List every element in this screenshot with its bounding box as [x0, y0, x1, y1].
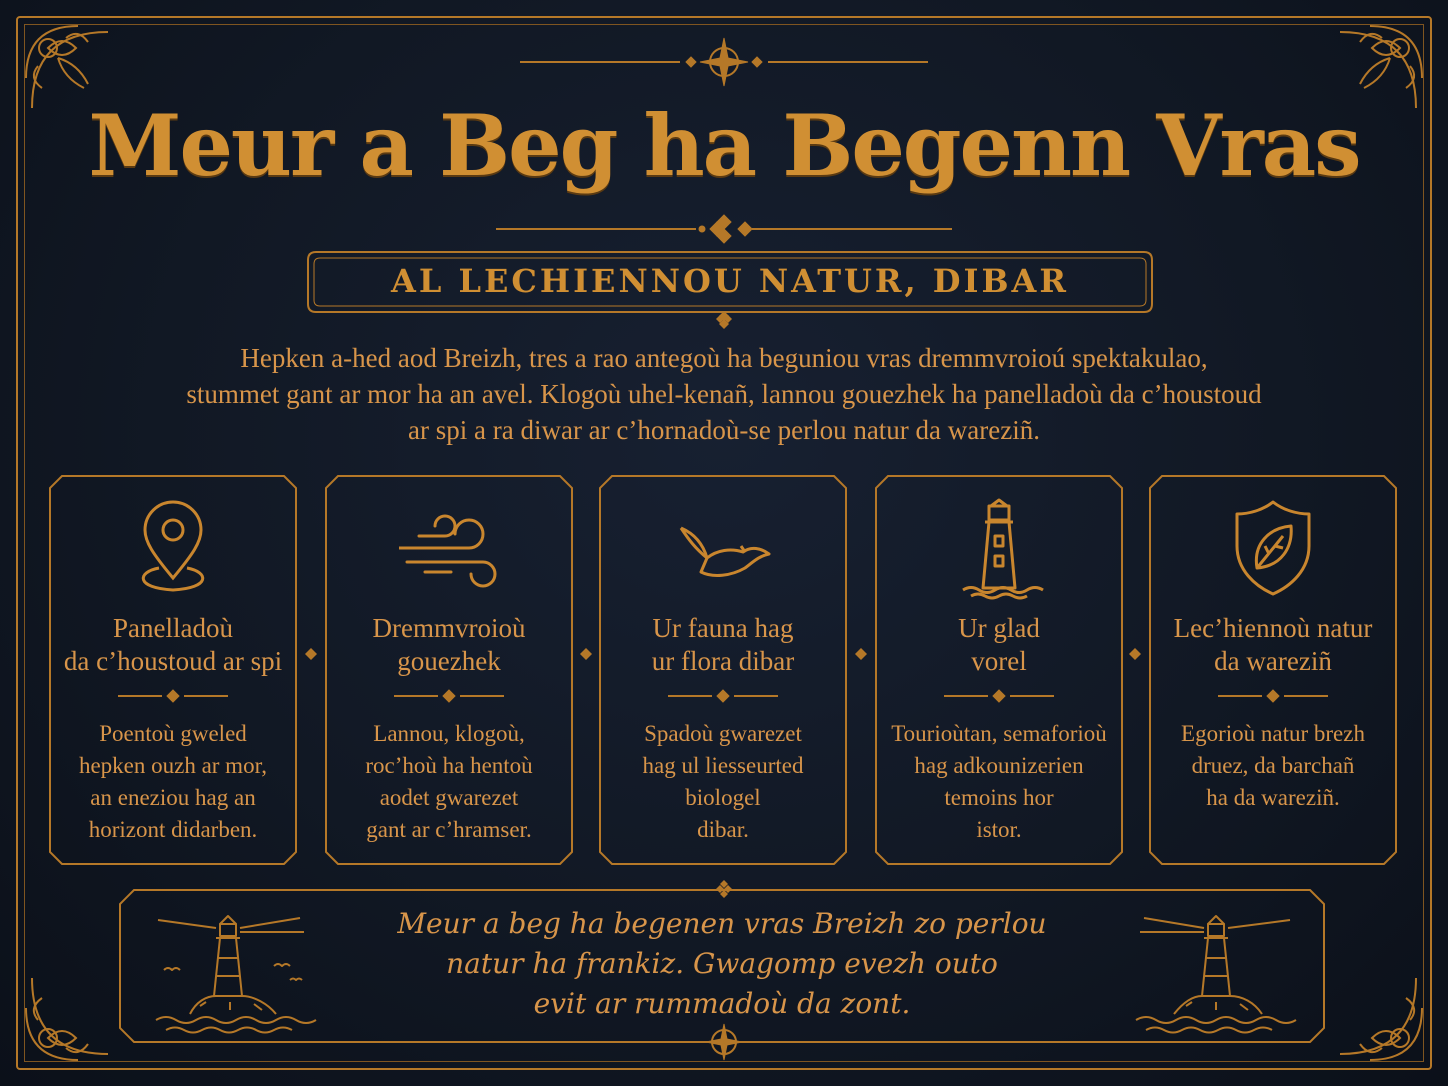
feature-card	[48, 474, 298, 866]
card-body: Tourioùtan, semaforioù hag adkounizerien temoins hor istor.	[891, 721, 1107, 842]
card-title: Panelladoù da c’houstoud ar spi	[63, 613, 283, 676]
diamond-separator-icon	[305, 648, 317, 660]
lighthouse-icon	[949, 496, 1049, 600]
feature-card	[874, 474, 1124, 866]
intro-paragraph	[90, 340, 1358, 448]
feature-card	[1148, 474, 1398, 866]
compass-rose-icon	[520, 36, 928, 88]
subtitle-banner	[306, 250, 1154, 314]
card-divider-icon	[118, 688, 228, 704]
page-title: Meur a Beg ha Begenn Vras	[88, 96, 1360, 195]
card-title: Lec’hiennoù natur da wareziñ	[1173, 613, 1373, 676]
card-title: Dremmvroioù gouezhek	[372, 613, 526, 676]
corner-flourish-icon	[1320, 958, 1430, 1068]
corner-flourish-icon	[18, 958, 128, 1068]
closing-text: Meur a beg ha begenen vras Breizh zo perlou natur ha frankiz. Gwagomp evezh outo evit ar rummadoù da zont.	[397, 907, 1047, 1020]
compass-rose-icon	[704, 1022, 744, 1062]
card-divider-icon	[1218, 688, 1328, 704]
intro-line: stummet gant ar mor ha an avel. Klogoù uhel-kenañ, lannou gouezhek ha panelladoù da c’houstoud	[186, 379, 1262, 409]
wind-icon	[399, 496, 499, 600]
leaf-shield-icon	[1223, 496, 1323, 600]
divider-ornament-icon	[496, 212, 952, 246]
card-body: Spadoù gwarezet hag ul liesseurted biologel dibar.	[642, 721, 804, 842]
location-pin-icon	[123, 496, 223, 600]
card-body: Egorioù natur brezh druez, da barchañ ha da wareziñ.	[1181, 721, 1365, 810]
lighthouse-illustration-icon	[1130, 910, 1300, 1040]
lighthouse-illustration-icon	[150, 910, 320, 1040]
card-divider-icon	[944, 688, 1054, 704]
card-divider-icon	[668, 688, 778, 704]
diamond-separator-icon	[855, 648, 867, 660]
feature-cards	[0, 474, 1448, 866]
card-body: Poentoù gweled hepken ouzh ar mor, an eneziou hag an horizont didarben.	[78, 721, 268, 842]
small-ornament-icon	[704, 308, 744, 330]
card-body: Lannou, klogoù, roc’hoù ha hentoù aodet gwarezet gant ar c’hramser.	[365, 721, 533, 842]
card-title: Ur fauna hag ur flora dibar	[651, 613, 795, 676]
card-title: Ur glad vorel	[958, 613, 1040, 676]
subtitle: AL LECHIENNOU NATUR, DIBAR	[391, 262, 1069, 300]
intro-line: ar spi a ra diwar ar c’hornadoù-se perlou natur da wareziñ.	[408, 415, 1040, 445]
feature-card	[598, 474, 848, 866]
card-divider-icon	[394, 688, 504, 704]
seabird-icon	[673, 496, 773, 600]
diamond-separator-icon	[1129, 648, 1141, 660]
diamond-separator-icon	[580, 648, 592, 660]
intro-line: Hepken a-hed aod Breizh, tres a rao antegoù ha beguniou vras dremmvroioú spektakulao,	[240, 343, 1208, 373]
feature-card	[324, 474, 574, 866]
